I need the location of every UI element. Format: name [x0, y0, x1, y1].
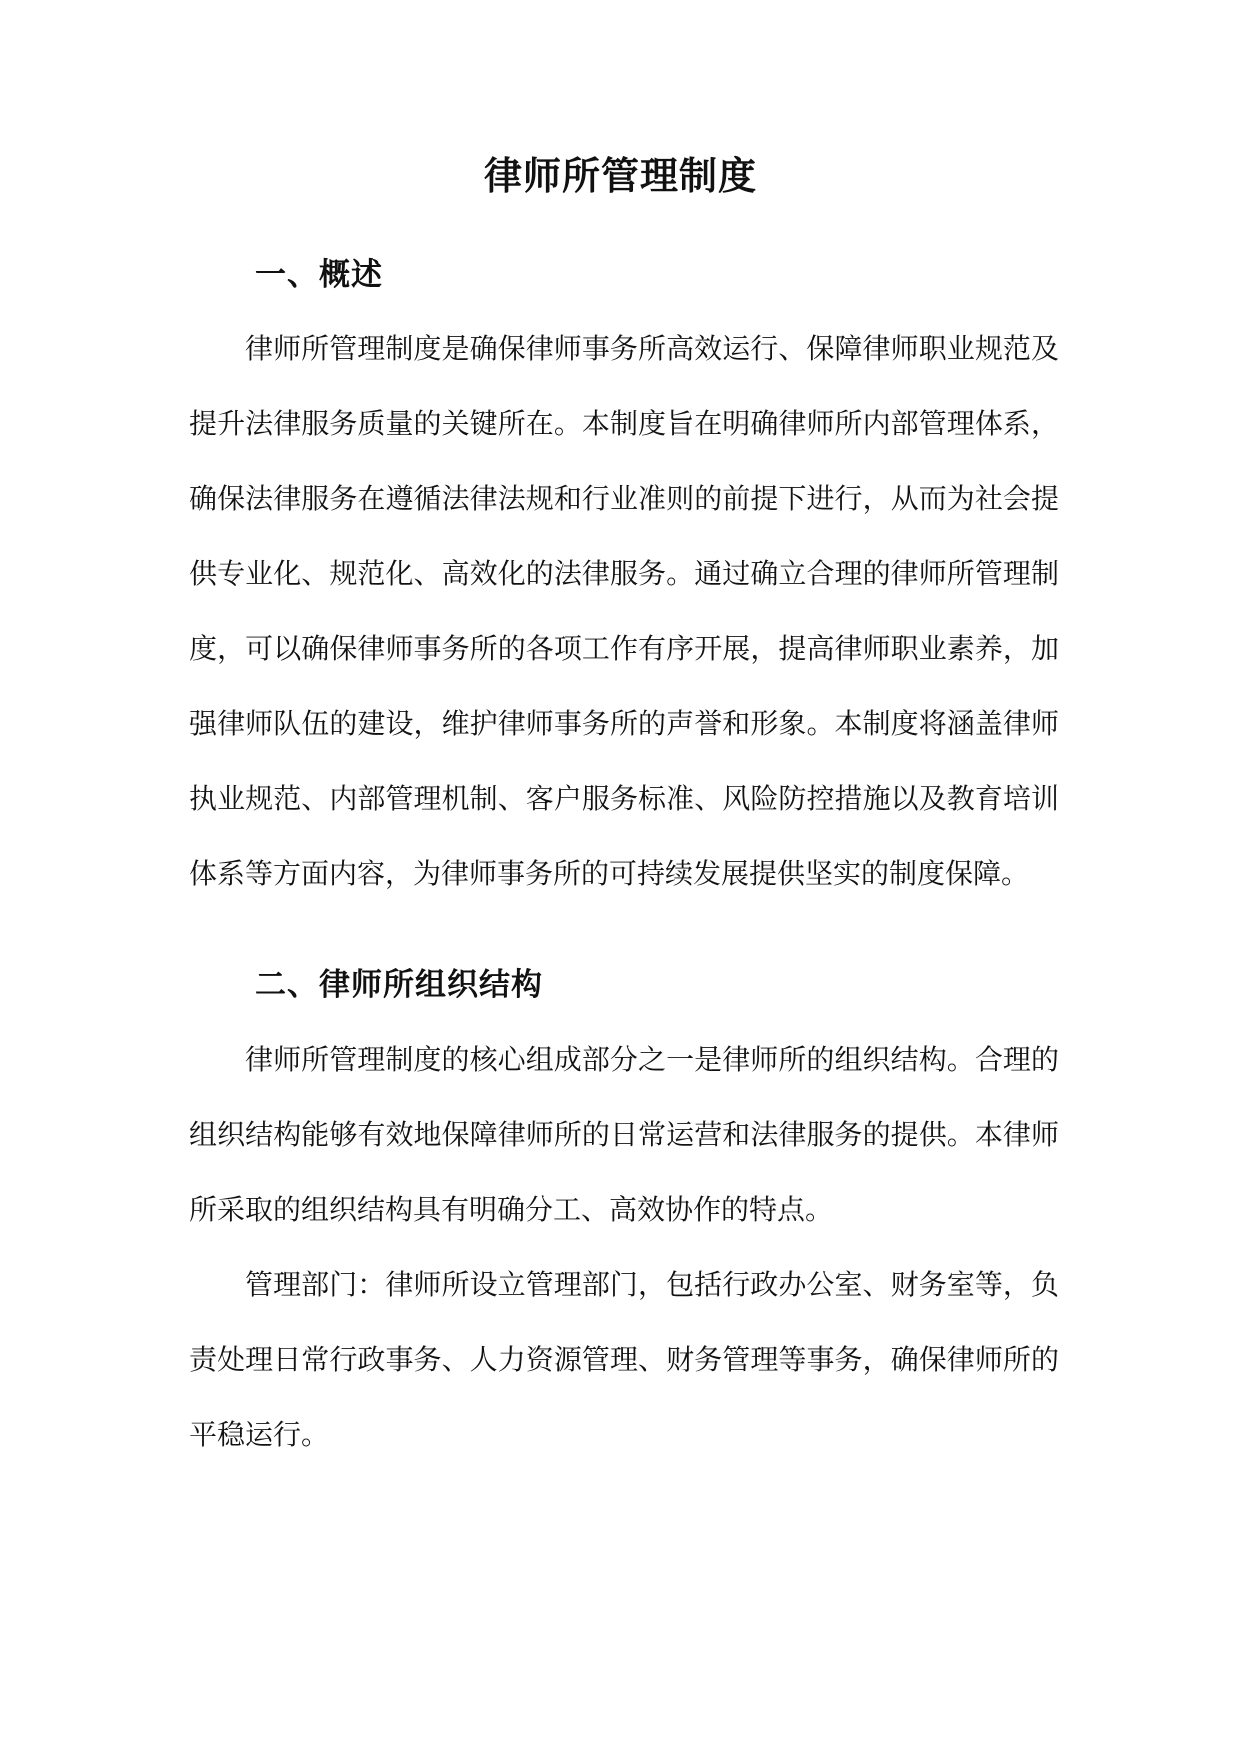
paragraph-overview: 律师所管理制度是确保律师事务所高效运行、保障律师职业规范及提升法律服务质量的关键所在。本制度旨在明确律师所内部管理体系，确保法律服务在遵循法律法规和行业准则的前提下进行，从而为社会提供专业化、规范化、高效化的法律服务。通过确立合理的律师所管理制度，可以确保律师事务所的各项工作有序开展，提高律师职业素养，加强律师队伍的建设，维护律师事务所的声誉和形象。本制度将涵盖律师执业规范、内部管理机制、客户服务标准、风险防控措施以及教育培训体系等方面内容，为律师事务所的可持续发展提供坚实的制度保障。: [189, 332, 1059, 890]
section-heading-overview: 一、概述: [255, 257, 383, 293]
document-title: 律师所管理制度: [483, 153, 757, 198]
section-heading-organization: 二、律师所组织结构: [255, 967, 543, 1003]
paragraph-management-department: 管理部门：律师所设立管理部门，包括行政办公室、财务室等，负责处理日常行政事务、人力资源管理、财务管理等事务，确保律师所的平稳运行。: [189, 1268, 1059, 1451]
paragraph-organization-intro: 律师所管理制度的核心组成部分之一是律师所的组织结构。合理的组织结构能够有效地保障律师所的日常运营和法律服务的提供。本律师所采取的组织结构具有明确分工、高效协作的特点。: [189, 1043, 1059, 1226]
